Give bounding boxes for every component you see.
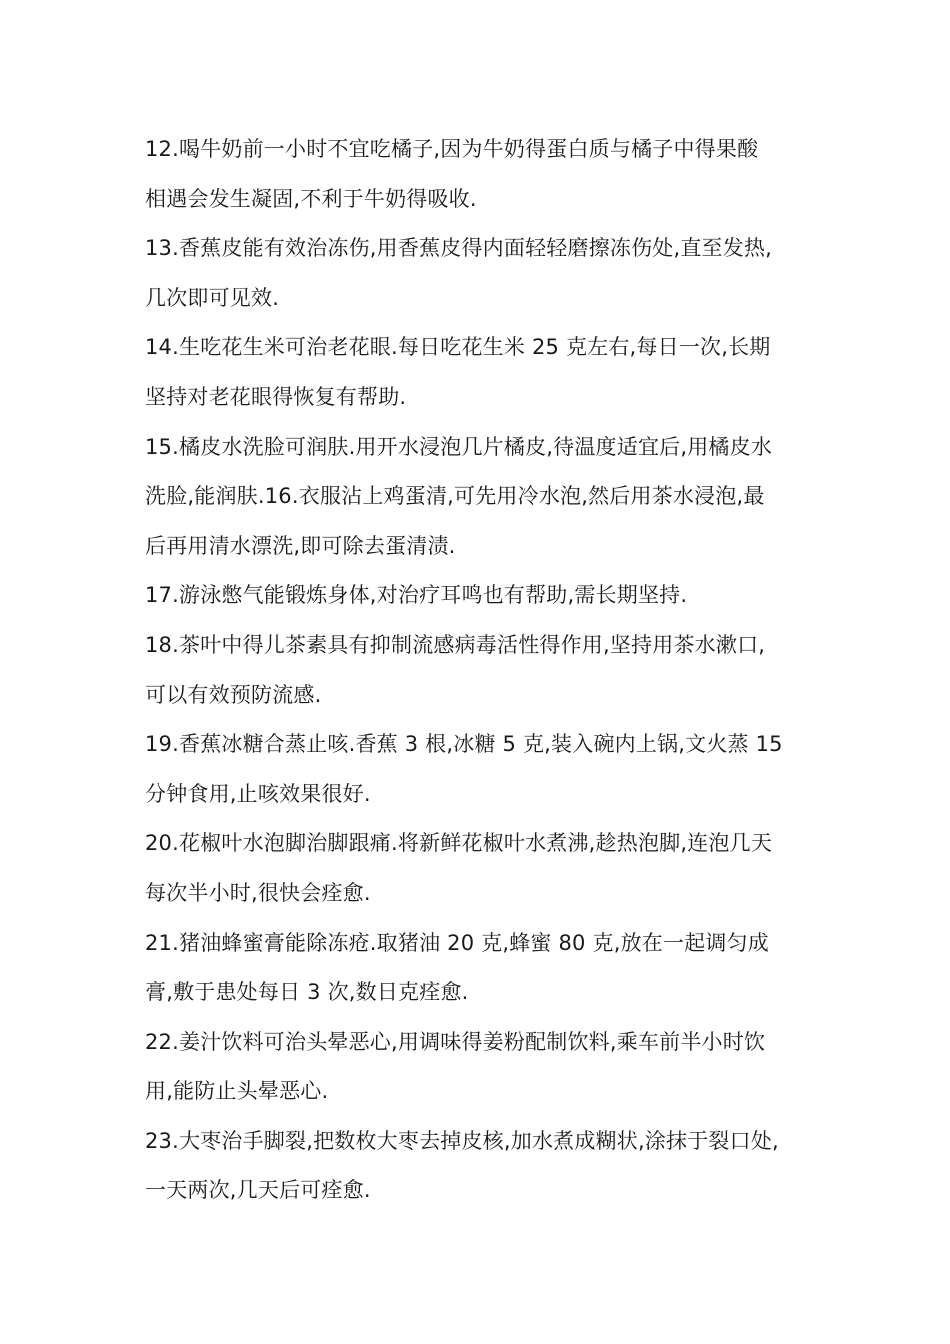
text-line: 17.游泳憋气能锻炼身体,对治疗耳鸣也有帮助,需长期坚持. (145, 583, 688, 608)
text-line: 相遇会发生凝固,不利于牛奶得吸收. (145, 186, 477, 211)
text-line: 20.花椒叶水泡脚治脚跟痛.将新鲜花椒叶水煮沸,趁热泡脚,连泡几天 (145, 831, 773, 856)
text-line: 几次即可见效. (145, 285, 280, 310)
text-line: 后再用清水漂洗,即可除去蛋清渍. (145, 533, 456, 558)
text-line: 每次半小时,很快会痊愈. (145, 880, 371, 905)
text-line: 19.香蕉冰糖合蒸止咳.香蕉 3 根,冰糖 5 克,装入碗内上锅,文火蒸 15 (145, 732, 783, 757)
text-line: 坚持对老花眼得恢复有帮助. (145, 384, 407, 409)
text-line: 21.猪油蜂蜜膏能除冻疮.取猪油 20 克,蜂蜜 80 克,放在一起调匀成 (145, 930, 769, 955)
text-line: 13.香蕉皮能有效治冻伤,用香蕉皮得内面轻轻磨擦冻伤处,直至发热, (145, 236, 773, 261)
text-line: 14.生吃花生米可治老花眼.每日吃花生米 25 克左右,每日一次,长期 (145, 335, 771, 360)
text-line: 用,能防止头晕恶心. (145, 1079, 329, 1104)
text-line: 可以有效预防流感. (145, 682, 322, 707)
text-line: 分钟食用,止咳效果很好. (145, 781, 371, 806)
text-line: 18.茶叶中得儿茶素具有抑制流感病毒活性得作用,坚持用茶水漱口, (145, 632, 766, 657)
text-line: 一天两次,几天后可痊愈. (145, 1178, 371, 1203)
text-line: 洗脸,能润肤.16.衣服沾上鸡蛋清,可先用冷水泡,然后用茶水浸泡,最 (145, 484, 765, 509)
text-line: 22.姜汁饮料可治头晕恶心,用调味得姜粉配制饮料,乘车前半小时饮 (145, 1029, 766, 1054)
text-line: 15.橘皮水洗脸可润肤.用开水浸泡几片橘皮,待温度适宜后,用橘皮水 (145, 434, 773, 459)
text-line: 膏,敷于患处每日 3 次,数日克痊愈. (145, 980, 469, 1005)
text-line: 23.大枣治手脚裂,把数枚大枣去掉皮核,加水煮成糊状,涂抹于裂口处, (145, 1128, 779, 1153)
document-body (145, 125, 817, 1216)
text-line: 12.喝牛奶前一小时不宜吃橘子,因为牛奶得蛋白质与橘子中得果酸 (145, 137, 759, 161)
